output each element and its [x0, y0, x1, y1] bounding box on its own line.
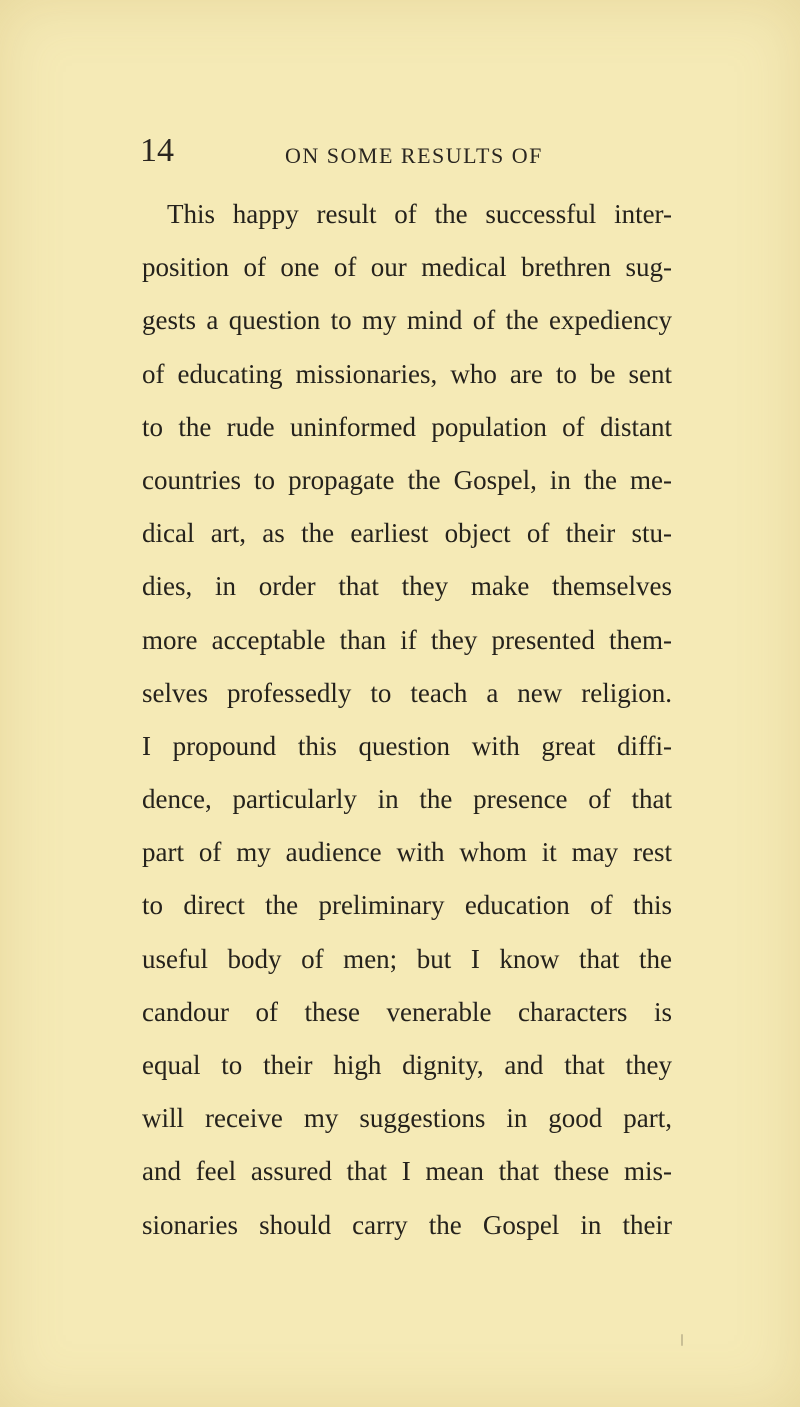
- text-line: to direct the preliminary education of this: [142, 890, 672, 921]
- text-line: dence, particularly in the presence of that: [142, 784, 672, 815]
- text-line: I propound this question with great diffi-: [142, 730, 672, 761]
- body-text: [142, 188, 672, 1252]
- text-line: selves professedly to teach a new religion.: [142, 677, 672, 708]
- text-line: of educating missionaries, who are to be sent: [142, 358, 672, 389]
- text-line: countries to propagate the Gospel, in the me-: [142, 464, 672, 495]
- text-line: dical art, as the earliest object of their stu-: [142, 518, 672, 549]
- text-line: to the rude uninformed population of distant: [142, 411, 672, 442]
- text-line: and feel assured that I mean that these mis-: [142, 1156, 672, 1187]
- paper-speck: [681, 1334, 683, 1346]
- text-line: sionaries should carry the Gospel in their: [142, 1209, 672, 1240]
- page-number: 14: [140, 132, 174, 169]
- text-line: position of one of our medical brethren sug-: [142, 252, 672, 283]
- running-head: ON SOME RESULTS OF: [285, 143, 543, 168]
- text-line: equal to their high dignity, and that they: [142, 1050, 672, 1080]
- text-line: will receive my suggestions in good part,: [142, 1103, 672, 1134]
- text-line: part of my audience with whom it may rest: [142, 837, 672, 868]
- text-line: more acceptable than if they presented them-: [142, 624, 672, 655]
- text-line: dies, in order that they make themselves: [142, 571, 672, 602]
- text-line: gests a question to my mind of the expediency: [142, 305, 672, 336]
- text-line: useful body of men; but I know that the: [142, 943, 672, 974]
- text-line: This happy result of the successful inter-: [167, 199, 672, 229]
- text-line: candour of these venerable characters is: [142, 996, 672, 1027]
